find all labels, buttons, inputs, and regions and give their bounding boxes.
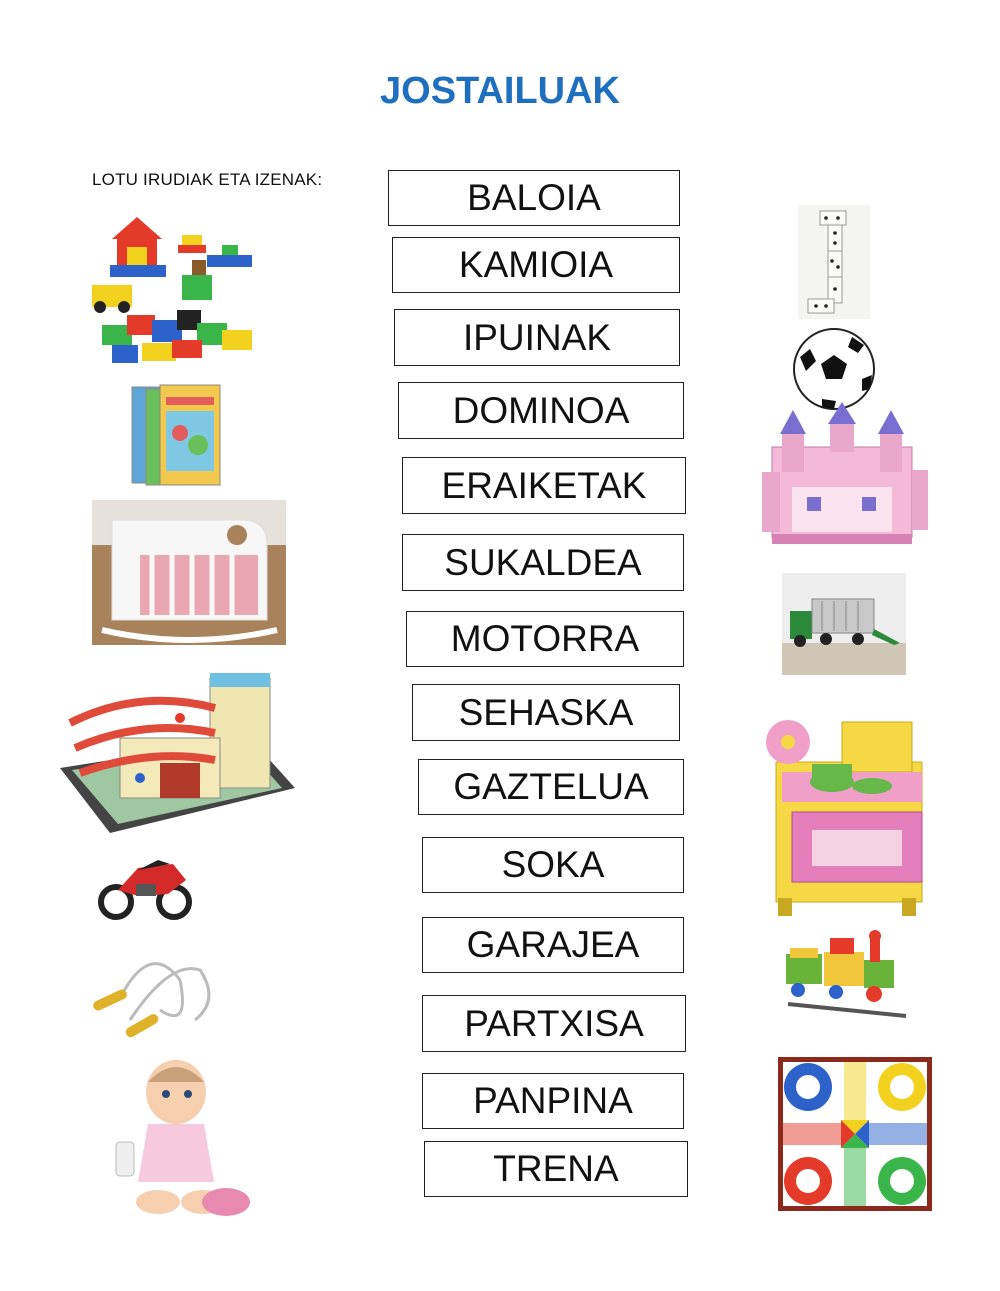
word-box-panpina[interactable]: PANPINA [422,1073,684,1129]
word-box-dominoa[interactable]: DOMINOA [398,382,684,439]
jump-rope-image[interactable] [90,950,228,1038]
parchis-board-image[interactable] [778,1057,932,1211]
toy-kitchen-image[interactable] [762,712,932,917]
word-box-partxisa[interactable]: PARTXISA [422,995,686,1052]
cradle-image[interactable] [92,500,286,645]
word-box-soka[interactable]: SOKA [422,837,684,893]
toy-garage-image[interactable] [50,668,300,838]
word-box-ipuinak[interactable]: IPUINAK [394,309,680,366]
toy-train-image[interactable] [778,924,908,1018]
motorbike-image[interactable] [98,850,192,922]
page-title: JOSTAILUAK [380,70,620,112]
building-blocks-image[interactable] [82,215,262,370]
word-box-sehaska[interactable]: SEHASKA [412,684,680,741]
word-box-baloia[interactable]: BALOIA [388,170,680,226]
domino-image[interactable] [798,205,870,319]
instruction-text: LOTU IRUDIAK ETA IZENAK: [92,170,323,189]
word-box-gaztelua[interactable]: GAZTELUA [418,759,684,815]
word-box-eraiketak[interactable]: ERAIKETAK [402,457,686,514]
word-box-trena[interactable]: TRENA [424,1141,688,1197]
truck-image[interactable] [782,573,906,675]
football-image[interactable] [792,327,876,411]
word-box-motorra[interactable]: MOTORRA [406,611,684,667]
word-box-kamioia[interactable]: KAMIOIA [392,237,680,293]
storybooks-image[interactable] [130,383,222,487]
word-box-sukaldea[interactable]: SUKALDEA [402,534,684,591]
castle-image[interactable] [752,402,932,548]
word-box-garajea[interactable]: GARAJEA [422,917,684,973]
doll-image[interactable] [108,1052,254,1228]
